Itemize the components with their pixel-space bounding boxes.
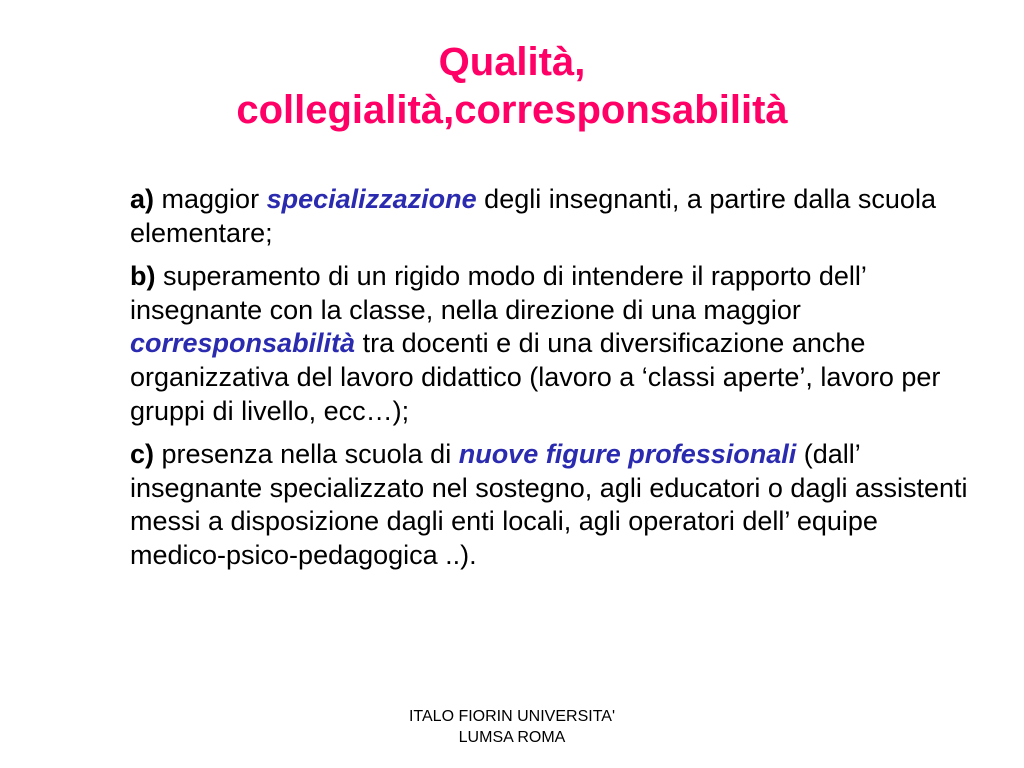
title-line-1: Qualità,: [438, 40, 586, 84]
title-line-2: collegialità,corresponsabilità: [236, 88, 788, 132]
item-text-after-c: (dall’ insegnante specializzato nel sostegno, agli educatori o dagli assistenti messi a disposizione dagli enti locali, agli operatori dell’ equipe medico-psico-pedagogica ..).: [130, 439, 968, 570]
footer-line-2: LUMSA ROMA: [458, 729, 566, 746]
paragraph-a: [130, 183, 970, 250]
paragraph-b: [130, 260, 970, 428]
footer: [0, 706, 1024, 748]
item-label-a: a): [130, 184, 155, 214]
slide-title: [0, 38, 1024, 134]
item-label-b: b): [130, 261, 156, 292]
item-text-before-b: superamento di un rigido modo di intendere il rapporto dell’ insegnante con la classe, nella direzione di una maggior: [130, 261, 866, 325]
paragraph-c: [130, 438, 970, 572]
item-text-before-c: presenza nella scuola di: [154, 439, 459, 470]
item-label-c: c): [130, 439, 155, 470]
item-text-after-a: degli insegnanti, a partire dalla scuola elementare;: [130, 184, 936, 248]
item-text-after-b: tra docenti e di una diversificazione anche organizzativa del lavoro didattico (lavoro a ‘classi aperte’, lavoro per gruppi di livello, ecc…);: [130, 328, 941, 426]
item-highlight-b: corresponsabilità: [130, 328, 356, 359]
footer-line-1: ITALO FIORIN UNIVERSITA': [408, 708, 616, 725]
item-text-before-a: maggior: [154, 184, 267, 214]
item-highlight-a: specializzazione: [266, 184, 477, 214]
slide-body: [130, 183, 970, 583]
item-highlight-c: nuove figure professionali: [458, 439, 797, 470]
